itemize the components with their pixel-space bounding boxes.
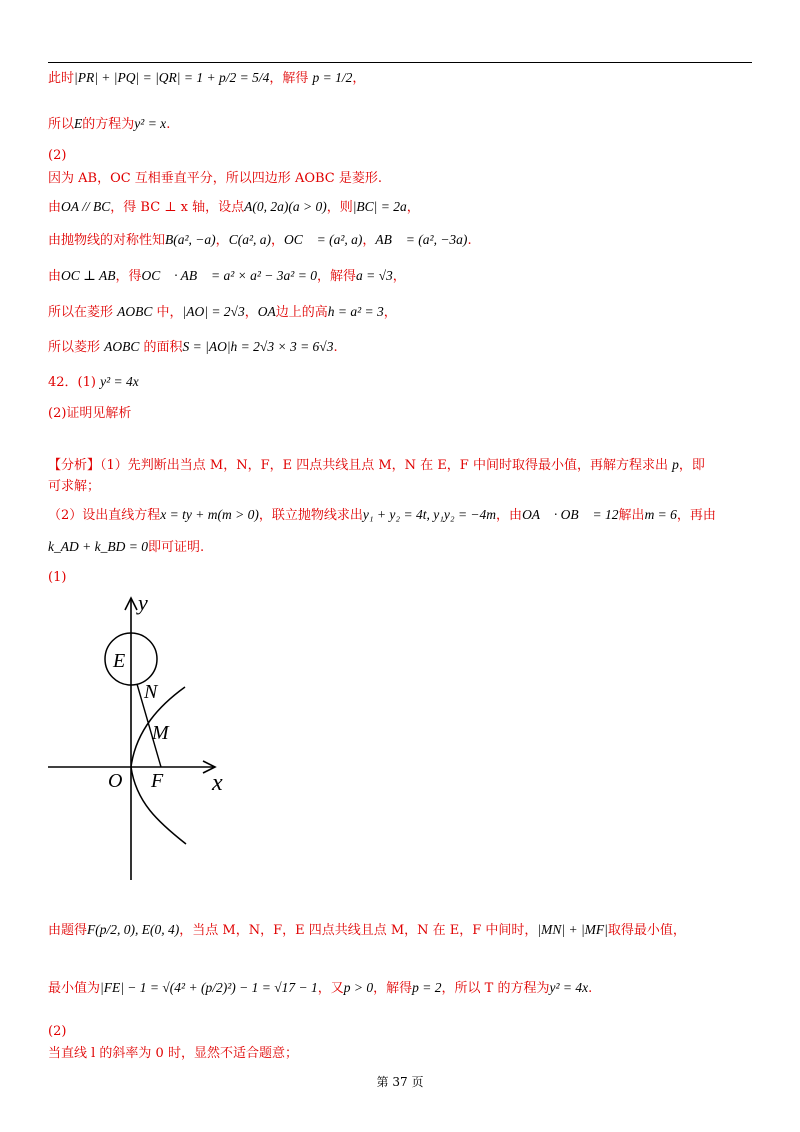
text-fragment: ，联立抛物线求出 [258, 508, 363, 523]
text-fragment: ， [352, 71, 366, 86]
math-expression: p = 2 [412, 980, 442, 995]
label-f: F [151, 770, 164, 792]
text-fragment: . [166, 117, 171, 132]
text-fragment: 边上的高 [275, 305, 328, 320]
text-line-l6 [48, 230, 472, 251]
text-fragment: 的面积 [139, 340, 183, 355]
text-line-l3 [48, 146, 66, 166]
label-m: M [152, 722, 169, 744]
text-line-l7 [48, 266, 406, 287]
math-expression: y² = 4x [100, 374, 139, 389]
text-fragment: (2)证明见解析 [48, 406, 132, 421]
math-expression: y₁ + y₂ = 4t, y₁y₂ = −4m [362, 507, 497, 522]
math-expression: p [672, 457, 679, 472]
text-fragment: 【分析】（1）先判断出当点 M，N，F，E 四点共线且点 M，N 在 E，F 中间时取得最小值，再解方程求出 [48, 458, 673, 473]
math-expression: h = a² = 3 [327, 304, 384, 319]
text-fragment: 由 [48, 269, 62, 284]
text-fragment: ，由 [496, 508, 523, 523]
text-fragment: . [333, 340, 338, 355]
math-expression: F(p/2, 0), E(0, 4) [87, 922, 180, 937]
text-fragment: 由题得 [48, 923, 88, 938]
label-e: E [113, 650, 126, 672]
text-fragment: ，解得 [373, 981, 413, 996]
text-line-l9 [48, 337, 338, 358]
text-fragment: 最小值为 [48, 981, 101, 996]
text-fragment: 解出 [618, 508, 645, 523]
math-expression: OC⃗ = (a², a) [284, 232, 363, 247]
text-fragment: ， [383, 305, 397, 320]
text-fragment: 的方程为 [82, 117, 135, 132]
text-fragment: . [467, 233, 472, 248]
text-line-l18 [48, 978, 592, 999]
text-fragment: ，解得 [269, 71, 313, 86]
parabola-figure [40, 590, 260, 890]
text-fragment: ， [244, 305, 258, 320]
text-line-l13 [48, 477, 100, 497]
math-expression: p = 1/2 [312, 70, 353, 85]
text-fragment: ，得 BC ⊥ x 轴，设点 [110, 200, 245, 215]
math-expression: a = √3 [355, 268, 393, 283]
math-expression: y² = x [134, 116, 167, 131]
text-fragment: 所以 [48, 117, 75, 132]
text-fragment: 即可证明. [147, 540, 205, 555]
text-line-l16 [48, 568, 66, 588]
math-expression: E [74, 116, 83, 131]
parabola-curve [131, 687, 186, 844]
text-fragment: ，所以 T 的方程为 [441, 981, 550, 996]
math-expression: |AO| = 2√3 [182, 304, 245, 319]
text-line-l15 [48, 537, 204, 558]
math-expression: S = |AO|h = 2√3 × 3 = 6√3 [182, 339, 334, 354]
label-x: x [212, 770, 223, 796]
text-fragment: 中， [152, 305, 183, 320]
text-line-l17 [48, 920, 686, 941]
text-fragment: ，则 [326, 200, 353, 215]
text-fragment: ，再由 [676, 508, 716, 523]
text-line-l2 [48, 114, 170, 135]
text-line-l1 [48, 68, 365, 89]
text-line-l8 [48, 302, 397, 323]
text-fragment: 因为 AB，OC 互相垂直平分，所以四边形 AOBC 是菱形. [48, 171, 382, 186]
math-expression: |PR| + |PQ| = |QR| = 1 + p/2 = 5/4 [74, 70, 270, 85]
text-fragment: (2) [48, 1024, 67, 1039]
text-fragment: 可求解； [48, 479, 101, 494]
math-expression: AB⃗ = (a², −3a) [375, 232, 468, 247]
text-fragment: ，又 [317, 981, 344, 996]
text-line-l12 [48, 455, 705, 476]
math-expression: k_AD + k_BD = 0 [48, 539, 148, 554]
text-line-l10 [48, 372, 139, 393]
math-expression: p > 0 [343, 980, 374, 995]
math-expression: OA [257, 304, 276, 319]
math-expression: OA // BC [61, 199, 111, 214]
text-fragment: 所以菱形 [48, 340, 105, 355]
text-fragment: ， [392, 269, 406, 284]
math-expression: AOBC [104, 339, 140, 354]
text-fragment: ， [406, 200, 420, 215]
label-n: N [144, 681, 158, 703]
text-fragment: ，当点 M，N，F，E 四点共线且点 M，N 在 E，F 中间时， [179, 923, 538, 938]
text-fragment: ，得 [115, 269, 142, 284]
page-footer: 第 37 页 [376, 1075, 424, 1089]
text-line-l19 [48, 1022, 66, 1042]
math-expression: m = 6 [644, 507, 677, 522]
text-fragment: 由抛物线的对称性知 [48, 233, 166, 248]
text-fragment: (2) [48, 148, 67, 163]
text-fragment: （2）设出直线方程 [48, 508, 161, 523]
header-rule [48, 62, 752, 63]
text-line-l11 [48, 404, 131, 424]
text-fragment: 由 [48, 200, 62, 215]
math-expression: |MN| + |MF| [537, 922, 608, 937]
text-fragment: ，解得 [316, 269, 356, 284]
math-expression: x = ty + m(m > 0) [160, 507, 259, 522]
text-fragment: 42．(1) [48, 375, 101, 390]
math-expression: B(a², −a) [165, 232, 216, 247]
math-expression: OC⃗ · AB⃗ = a² × a² − 3a² = 0 [141, 268, 317, 283]
text-fragment: 所以在菱形 [48, 305, 118, 320]
label-o: O [108, 770, 123, 792]
math-expression: y² = 4x [549, 980, 589, 995]
text-fragment: ， [270, 233, 284, 248]
text-fragment: . [588, 981, 593, 996]
text-line-l14 [48, 505, 716, 526]
math-expression: OC ⊥ AB [61, 268, 116, 283]
text-fragment: 此时 [48, 71, 75, 86]
math-expression: A(0, 2a)(a > 0) [244, 199, 327, 214]
math-expression: |FE| − 1 = √(4² + (p/2)²) − 1 = √17 − 1 [100, 980, 318, 995]
text-fragment: ，即 [678, 458, 705, 473]
math-expression: |BC| = 2a [352, 199, 407, 214]
text-fragment: ， [215, 233, 229, 248]
text-fragment: ， [362, 233, 376, 248]
math-expression: C(a², a) [228, 232, 271, 247]
text-fragment: 取得最小值， [607, 923, 686, 938]
text-line-l4 [48, 169, 382, 189]
math-expression: AOBC [117, 304, 153, 319]
math-expression: OA⃗ · OB⃗ = 12 [522, 507, 619, 522]
text-line-l20 [48, 1044, 298, 1064]
text-fragment: 当直线 l 的斜率为 0 时，显然不适合题意； [48, 1046, 298, 1061]
label-y: y [138, 590, 148, 615]
text-fragment: (1) [48, 570, 67, 585]
text-line-l5 [48, 197, 420, 218]
